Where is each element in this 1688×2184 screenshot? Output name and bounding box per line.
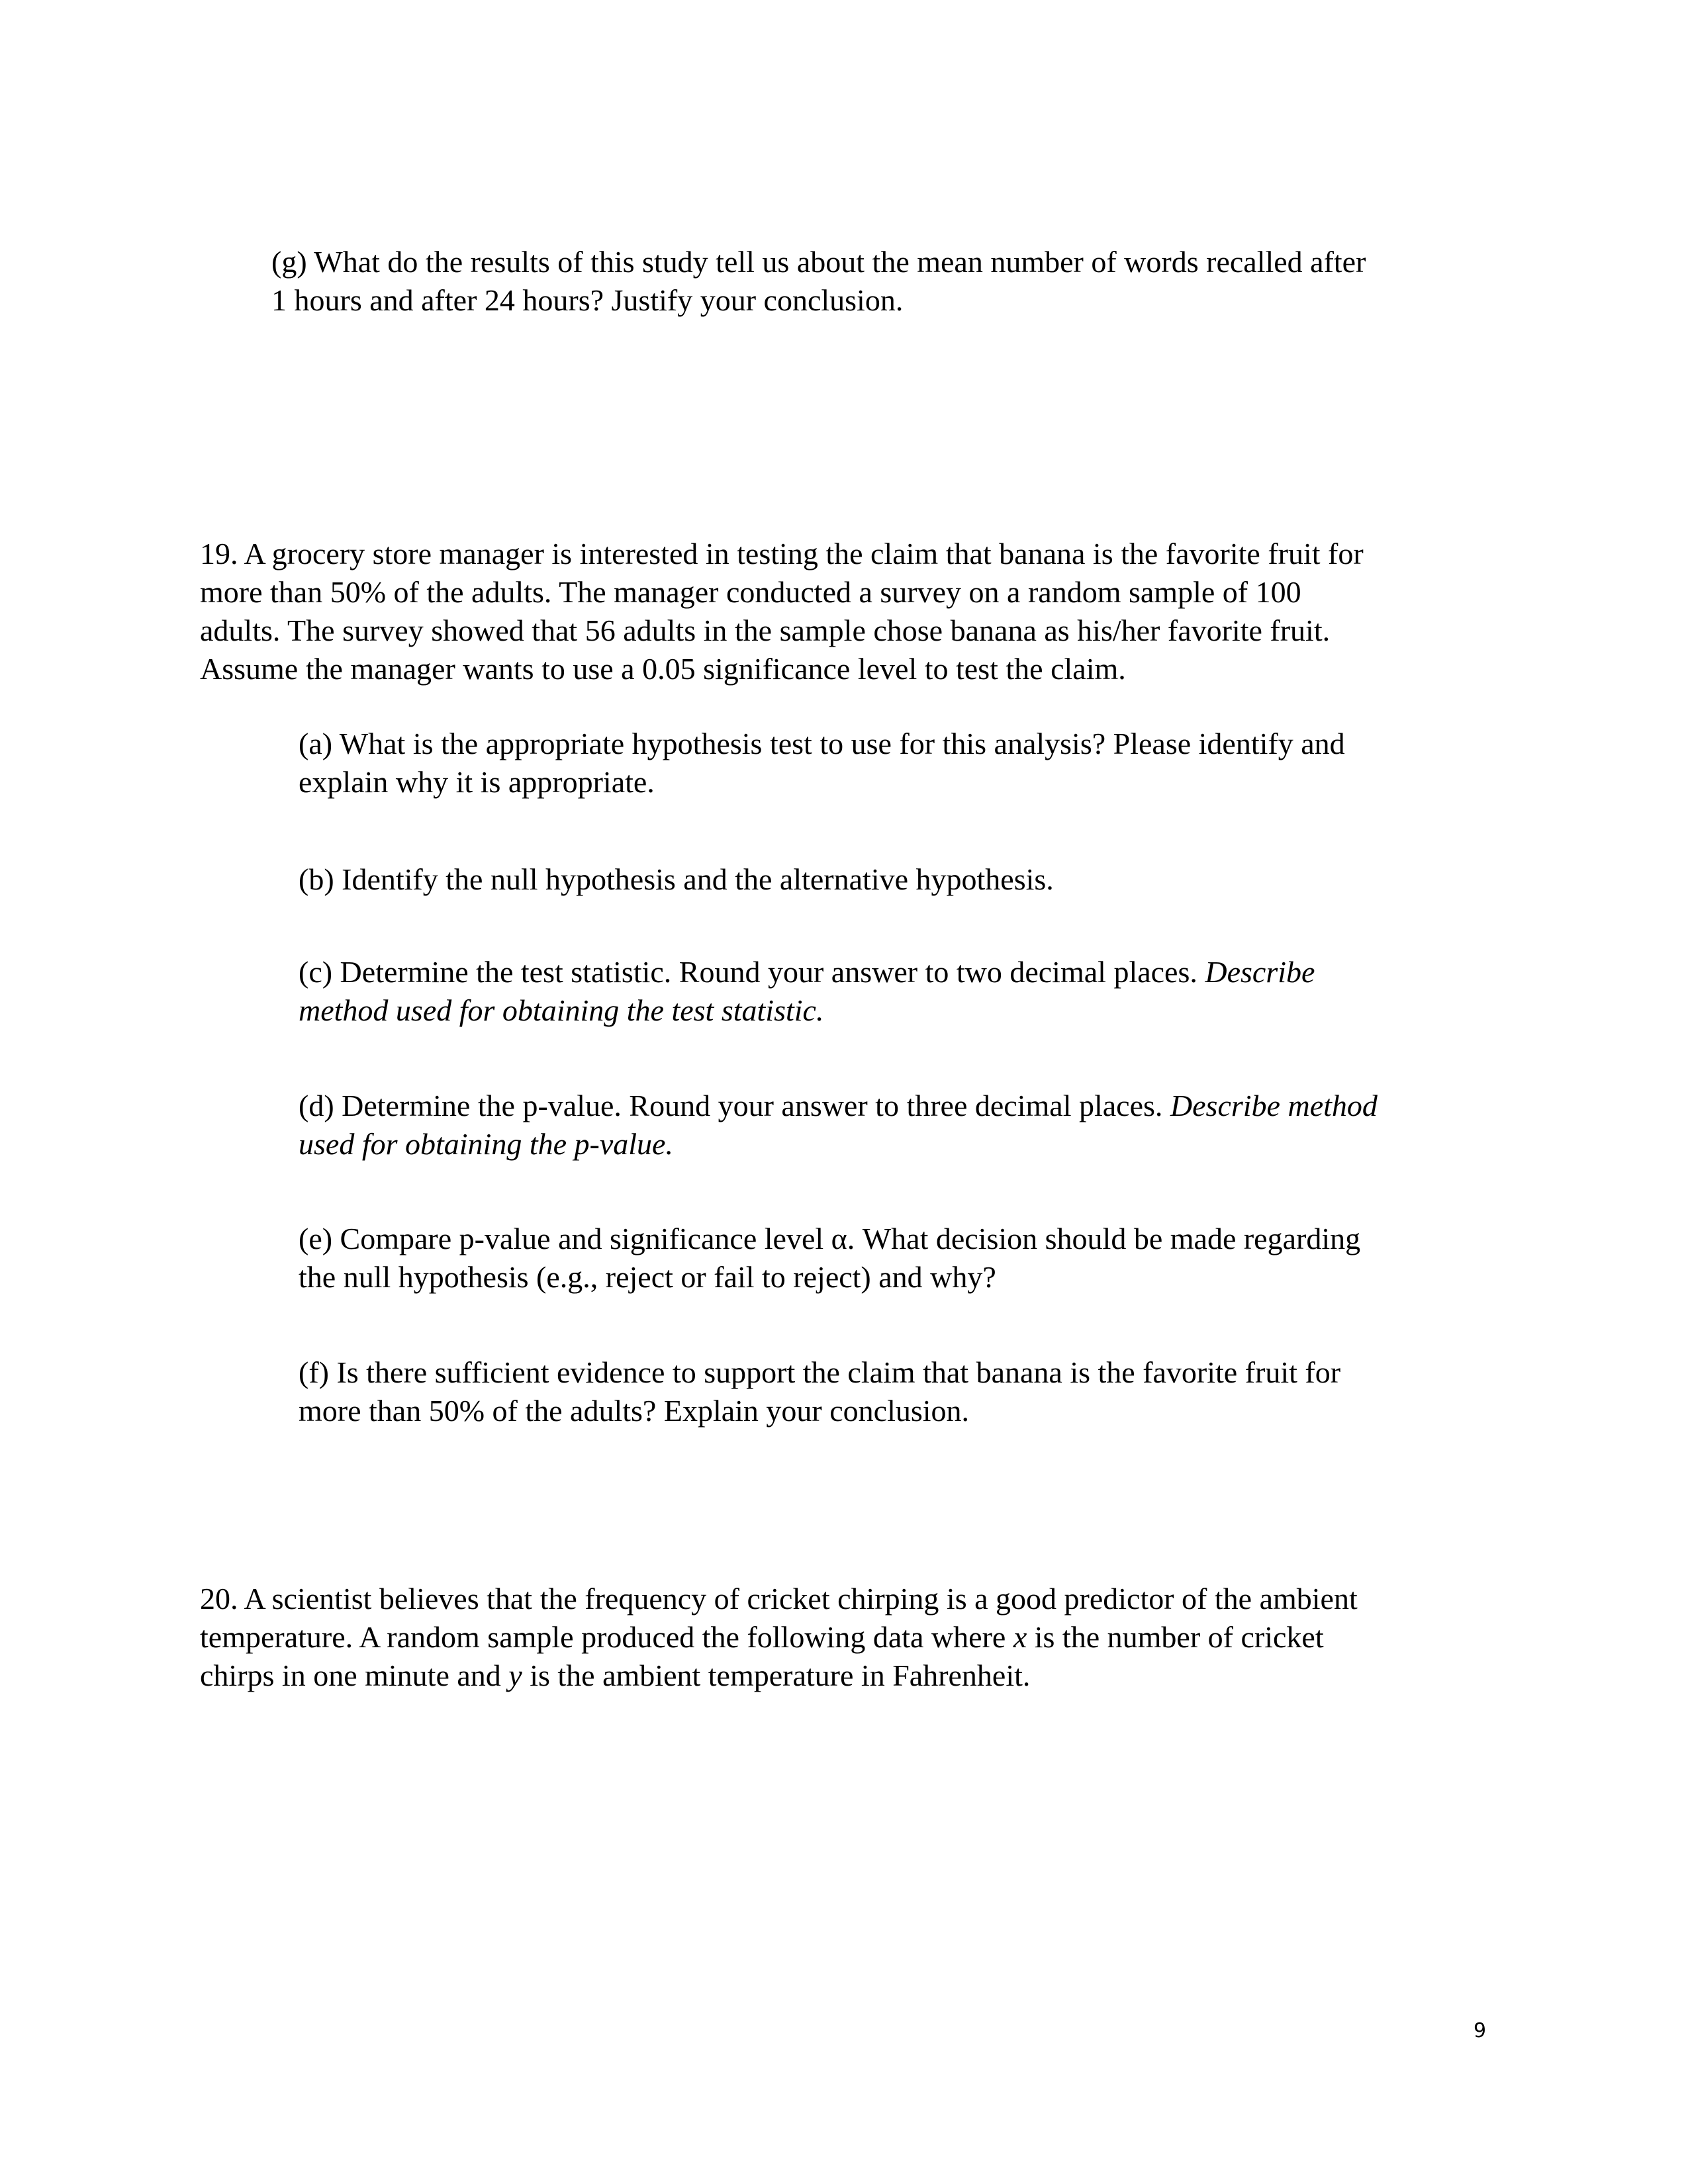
question-20-line-2	[200, 1618, 1358, 1657]
variable-y: y	[508, 1659, 522, 1692]
question-20-line-3-b: is the ambient temperature in Fahrenheit.	[522, 1659, 1031, 1692]
part-g-line-2: 1 hours and after 24 hours? Justify your conclusion.	[271, 283, 904, 317]
question-19-part-b	[299, 860, 1054, 899]
part-b-line-1: (b) Identify the null hypothesis and the alternative hypothesis.	[299, 862, 1054, 896]
question-20-stem	[200, 1580, 1358, 1695]
question-19-line-1: 19. A grocery store manager is interested in testing the claim that banana is the favorite fruit for	[200, 537, 1364, 570]
question-20-line-2-a: temperature. A random sample produced the following data where	[200, 1620, 1013, 1654]
question-20-line-3-a: chirps in one minute and	[200, 1659, 509, 1692]
question-19-part-c	[299, 953, 1315, 1030]
part-c-line-1	[299, 953, 1315, 991]
question-19-line-4: Assume the manager wants to use a 0.05 significance level to test the claim.	[200, 652, 1126, 686]
question-18-part-g	[271, 243, 1366, 320]
part-c-line-2	[299, 991, 1315, 1030]
question-20-line-2-b: is the number of cricket	[1027, 1620, 1324, 1654]
part-c-line-1-text: (c) Determine the test statistic. Round your answer to two decimal places.	[299, 955, 1205, 989]
question-19-part-d	[299, 1087, 1378, 1163]
part-d-line-1	[299, 1087, 1378, 1125]
page-number: 9	[1474, 2019, 1487, 2042]
question-19-part-e	[299, 1220, 1360, 1297]
question-19-stem	[200, 535, 1364, 688]
question-19-line-3: adults. The survey showed that 56 adults in the sample chose banana as his/her favorite fruit.	[200, 614, 1331, 647]
question-19-line-2: more than 50% of the adults. The manager conducted a survey on a random sample of 100	[200, 575, 1301, 609]
variable-x: x	[1013, 1620, 1027, 1654]
question-20-line-1: 20. A scientist believes that the frequency of cricket chirping is a good predictor of the ambient	[200, 1582, 1358, 1615]
part-d-line-2-italic: used for obtaining the p-value.	[299, 1127, 673, 1161]
part-d-line-1-italic: Describe method	[1170, 1089, 1378, 1122]
part-c-line-2-italic: method used for obtaining the test statistic.	[299, 993, 824, 1027]
part-f-line-1: (f) Is there sufficient evidence to support the claim that banana is the favorite fruit for	[299, 1355, 1341, 1389]
part-g-line-1: (g) What do the results of this study tell us about the mean number of words recalled after	[271, 245, 1366, 279]
part-d-line-1-text: (d) Determine the p-value. Round your answer to three decimal places.	[299, 1089, 1170, 1122]
part-e-line-2: the null hypothesis (e.g., reject or fail to reject) and why?	[299, 1260, 996, 1294]
part-a-line-1: (a) What is the appropriate hypothesis test to use for this analysis? Please identify and	[299, 727, 1345, 760]
part-d-line-2	[299, 1125, 1378, 1163]
question-19-part-f	[299, 1353, 1340, 1430]
part-f-line-2: more than 50% of the adults? Explain your conclusion.	[299, 1394, 970, 1428]
question-19-part-a	[299, 725, 1345, 801]
question-20-line-3	[200, 1657, 1358, 1695]
part-a-line-2: explain why it is appropriate.	[299, 765, 655, 799]
part-c-line-1-italic: Describe	[1205, 955, 1315, 989]
part-e-line-1: (e) Compare p-value and significance level α. What decision should be made regarding	[299, 1222, 1361, 1255]
